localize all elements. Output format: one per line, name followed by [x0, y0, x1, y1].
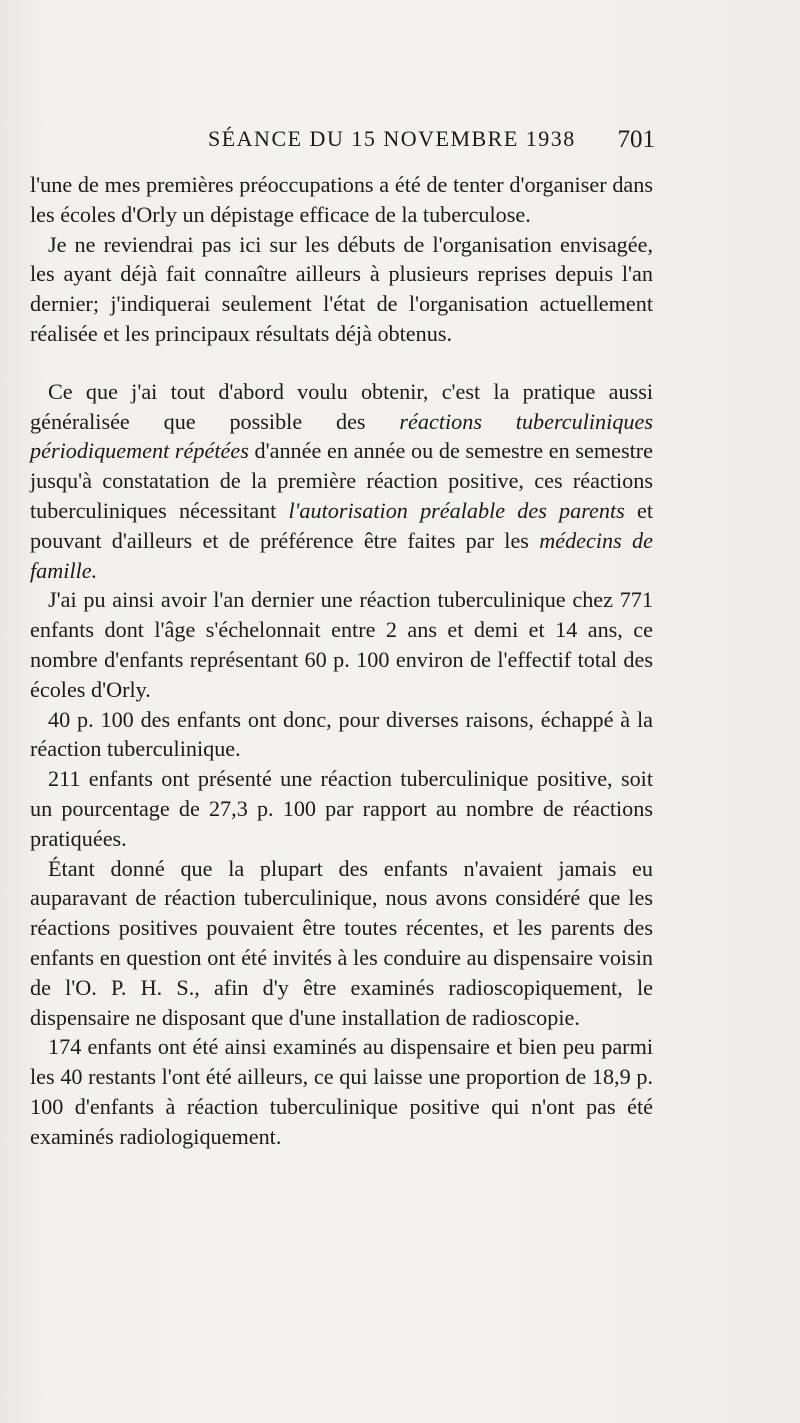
body-text: [30, 170, 653, 1152]
paragraph-4: J'ai pu ainsi avoir l'an dernier une réaction tuberculinique chez 771 enfants dont l'âge s'échelonnait entre 2 ans et demi et 14 ans, ce nombre d'enfants représentant 60 p. 100 environ de l'effectif total des écoles d'Orly.: [30, 587, 653, 702]
running-head: SÉANCE DU 15 NOVEMBRE 1938: [208, 126, 576, 151]
paragraph-3-italic-medecins: médecins de famille.: [30, 527, 653, 583]
page-header: [30, 122, 655, 162]
paragraph-3-text-e: et pouvant d'ailleurs et de préférence être faites par les: [30, 497, 653, 553]
paragraph-6: 211 enfants ont présenté une réaction tuberculinique positive, soit un pourcentage de 27,3 p. 100 par rapport au nombre de réactions pratiquées.: [30, 766, 653, 851]
paragraph-3-text-a: Ce que j'ai tout d'abord voulu obtenir, c'est la pratique aussi généralisée que possible des: [30, 378, 653, 434]
paragraph-2: Je ne reviendrai pas ici sur les débuts de l'organisation envisagée, les ayant déjà fait connaître ailleurs à plusieurs reprises depuis l'an dernier; j'indiquerai seulement l'état de l'organisation actuellement réalisée et les principaux résultats déjà obtenus.: [30, 231, 653, 346]
paragraph-7: Étant donné que la plupart des enfants n'avaient jamais eu auparavant de réaction tuberculinique, nous avons considéré que les réactions positives pouvaient être toutes récentes, et les parents des enfants en question ont été invités à les conduire au dispensaire voisin de l'O. P. H. S., afin d'y être examinés radioscopiquement, le dispensaire ne disposant que d'une installation de radioscopie.: [30, 855, 653, 1030]
paragraph-5: 40 p. 100 des enfants ont donc, pour diverses raisons, échappé à la réaction tuberculinique.: [30, 706, 653, 762]
paragraph-3-italic-autorisation: l'autorisation préalable des parents: [288, 497, 625, 523]
paragraph-3-italic-reactions: réactions tuberculiniques périodiquement répétées: [30, 408, 653, 464]
paragraph-1: l'une de mes premières préoccupations a été de tenter d'organiser dans les écoles d'Orly un dépistage efficace de la tuberculose.: [30, 172, 653, 227]
page-number: 701: [617, 126, 655, 153]
paragraph-8: 174 enfants ont été ainsi examinés au dispensaire et bien peu parmi les 40 restants l'ont été ailleurs, ce qui laisse une proportion de 18,9 p. 100 d'enfants à réaction tuberculinique positive qui n'ont pas été examinés radiologiquement.: [30, 1034, 653, 1149]
paragraph-3-text-c: d'année en année ou de semestre en semestre jusqu'à constatation de la première réaction positive, ces réactions tuberculiniques nécessitant: [30, 438, 653, 523]
paragraph-3: [30, 377, 653, 586]
